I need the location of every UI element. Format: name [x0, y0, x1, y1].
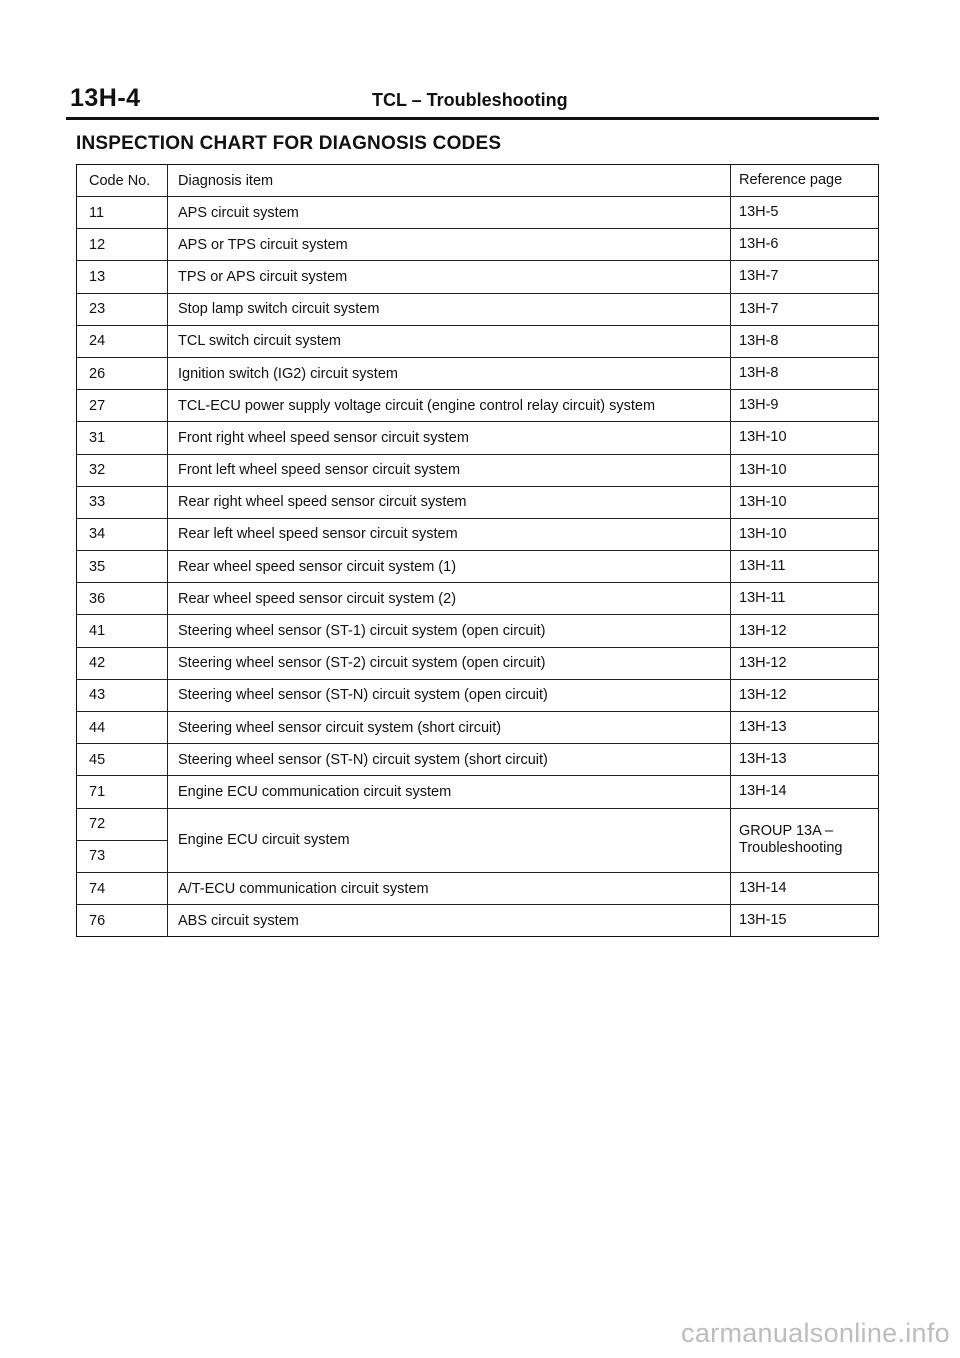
- item-cell: Stop lamp switch circuit system: [168, 293, 731, 325]
- table-row: [77, 197, 879, 229]
- table-row: [77, 679, 879, 711]
- reference-cell: 13H-10: [731, 486, 879, 518]
- table-header-row: [77, 165, 879, 197]
- table-row-merged: [77, 808, 879, 840]
- header-rule: [66, 117, 879, 120]
- table-row: [77, 390, 879, 422]
- code-cell: 44: [77, 712, 168, 744]
- item-cell: TCL switch circuit system: [168, 325, 731, 357]
- item-cell: Steering wheel sensor (ST-2) circuit system (open circuit): [168, 647, 731, 679]
- reference-cell-merged: [731, 808, 879, 872]
- code-cell: 11: [77, 197, 168, 229]
- item-cell: A/T-ECU communication circuit system: [168, 872, 731, 904]
- item-cell-merged: Engine ECU circuit system: [168, 808, 731, 872]
- item-cell: TPS or APS circuit system: [168, 261, 731, 293]
- running-title: TCL – Troubleshooting: [372, 90, 568, 110]
- reference-cell: 13H-7: [731, 293, 879, 325]
- table-row: [77, 615, 879, 647]
- code-cell: 24: [77, 325, 168, 357]
- reference-cell: 13H-8: [731, 325, 879, 357]
- item-cell: Rear left wheel speed sensor circuit system: [168, 518, 731, 550]
- reference-cell: 13H-6: [731, 229, 879, 261]
- item-cell: Steering wheel sensor (ST-N) circuit system (open circuit): [168, 679, 731, 711]
- table-row: [77, 647, 879, 679]
- reference-cell: 13H-10: [731, 518, 879, 550]
- table-row: [77, 486, 879, 518]
- table-row: [77, 422, 879, 454]
- reference-cell: 13H-14: [731, 776, 879, 808]
- item-cell: Rear wheel speed sensor circuit system (2): [168, 583, 731, 615]
- table-row: [77, 293, 879, 325]
- code-cell: 13: [77, 261, 168, 293]
- reference-cell: 13H-12: [731, 647, 879, 679]
- code-cell: 74: [77, 872, 168, 904]
- reference-cell: 13H-12: [731, 615, 879, 647]
- reference-cell: 13H-13: [731, 744, 879, 776]
- code-cell: 26: [77, 357, 168, 389]
- code-cell: 72: [77, 808, 168, 840]
- table-row: [77, 776, 879, 808]
- column-header-code: Code No.: [77, 165, 168, 197]
- page-number: 13H-4: [70, 84, 141, 112]
- item-cell: Rear right wheel speed sensor circuit system: [168, 486, 731, 518]
- item-cell: Steering wheel sensor (ST-N) circuit system (short circuit): [168, 744, 731, 776]
- code-cell: 33: [77, 486, 168, 518]
- reference-cell: 13H-7: [731, 261, 879, 293]
- item-cell: APS or TPS circuit system: [168, 229, 731, 261]
- column-header-reference: Reference page: [731, 165, 879, 197]
- code-cell: 34: [77, 518, 168, 550]
- table-row: [77, 261, 879, 293]
- code-cell: 42: [77, 647, 168, 679]
- table-row: [77, 712, 879, 744]
- table-row: [77, 454, 879, 486]
- item-cell: Rear wheel speed sensor circuit system (1): [168, 551, 731, 583]
- reference-cell: 13H-9: [731, 390, 879, 422]
- table-row: [77, 744, 879, 776]
- column-header-item: Diagnosis item: [168, 165, 731, 197]
- code-cell: 71: [77, 776, 168, 808]
- table-row: [77, 357, 879, 389]
- table-row: [77, 551, 879, 583]
- reference-cell: 13H-11: [731, 583, 879, 615]
- code-cell: 41: [77, 615, 168, 647]
- reference-cell: 13H-10: [731, 422, 879, 454]
- item-cell: Steering wheel sensor circuit system (short circuit): [168, 712, 731, 744]
- table-row: [77, 872, 879, 904]
- code-cell: 27: [77, 390, 168, 422]
- reference-line-1: GROUP 13A –: [739, 823, 834, 840]
- item-cell: Front right wheel speed sensor circuit system: [168, 422, 731, 454]
- table-row: [77, 905, 879, 937]
- item-cell: Steering wheel sensor (ST-1) circuit system (open circuit): [168, 615, 731, 647]
- item-cell: ABS circuit system: [178, 912, 299, 929]
- table-row: [77, 325, 879, 357]
- reference-cell: 13H-13: [731, 712, 879, 744]
- code-cell: 36: [77, 583, 168, 615]
- reference-cell: 13H-5: [731, 197, 879, 229]
- reference-cell: 13H-15: [731, 905, 879, 937]
- reference-line-2: Troubleshooting: [739, 840, 843, 857]
- code-cell: 73: [77, 840, 168, 872]
- item-cell: Engine ECU communication circuit system: [168, 776, 731, 808]
- reference-cell: 13H-10: [731, 454, 879, 486]
- item-cell: TCL-ECU power supply voltage circuit (engine control relay circuit) system: [168, 390, 731, 422]
- code-cell: 31: [77, 422, 168, 454]
- watermark: carmanualsonline.info: [681, 1318, 950, 1348]
- item-cell: Front left wheel speed sensor circuit system: [168, 454, 731, 486]
- code-cell: 76: [77, 905, 168, 937]
- item-cell: APS circuit system: [168, 197, 731, 229]
- table-row: [77, 229, 879, 261]
- code-cell: 23: [77, 293, 168, 325]
- table-row: [77, 518, 879, 550]
- reference-cell: 13H-11: [731, 551, 879, 583]
- code-cell: 43: [77, 679, 168, 711]
- code-cell: 45: [77, 744, 168, 776]
- section-title: INSPECTION CHART FOR DIAGNOSIS CODES: [76, 133, 502, 154]
- code-cell: 35: [77, 551, 168, 583]
- reference-cell: 13H-8: [731, 357, 879, 389]
- diagnosis-code-table: [76, 164, 879, 937]
- code-cell: 12: [77, 229, 168, 261]
- item-cell: Ignition switch (IG2) circuit system: [168, 357, 731, 389]
- reference-cell: 13H-12: [731, 679, 879, 711]
- table-row: [77, 583, 879, 615]
- code-cell: 32: [77, 454, 168, 486]
- reference-cell: 13H-14: [731, 872, 879, 904]
